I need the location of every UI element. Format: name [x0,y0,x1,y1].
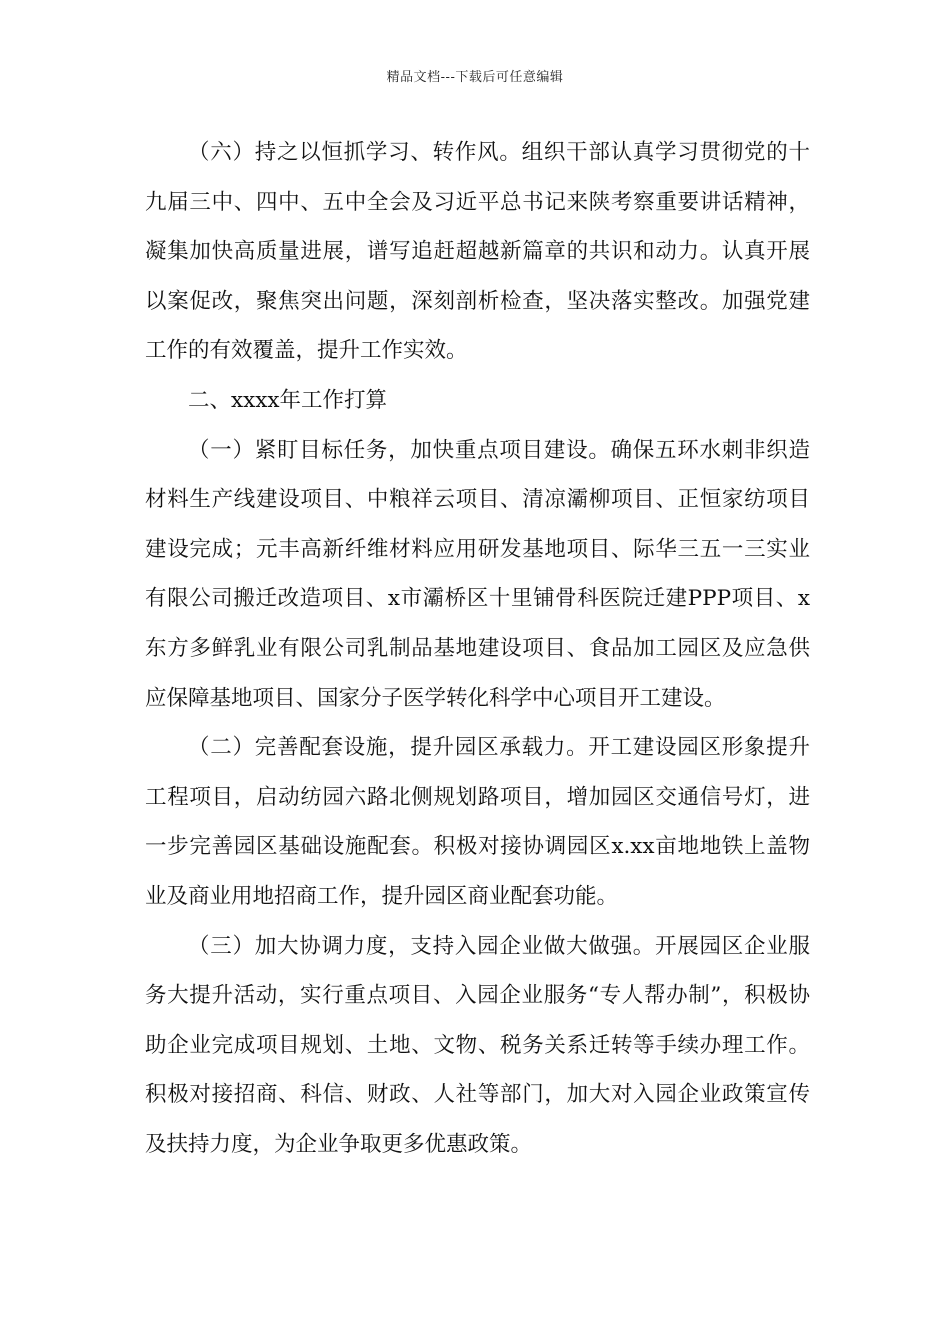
paragraph-one-key-projects: （一）紧盯目标任务，加快重点项目建设。确保五环水刺非织造材料生产线建设项目、中粮祥云项目、清凉灞柳项目、正恒家纺项目建设完成；元丰高新纤维材料应用研发基地项目、际华三五一三实业有限公司搬迁改造项目、x市灞桥区十里铺骨科医院迁建PPP项目、x东方多鲜乳业有限公司乳制品基地建设项目、食品加工园区及应急供应保障基地项目、国家分子医学转化科学中心项目开工建设。 [145,437,810,711]
paragraph-two-facilities: （二）完善配套设施，提升园区承载力。开工建设园区形象提升工程项目，启动纺园六路北侧规划路项目，增加园区交通信号灯，进一步完善园区基础设施配套。积极对接协调园区x.xx亩地地铁上盖物业及商业用地招商工作，提升园区商业配套功能。 [145,735,810,909]
paragraph-three-enterprise-support: （三）加大协调力度，支持入园企业做大做强。开展园区企业服务大提升活动，实行重点项目、入园企业服务“专人帮办制”，积极协助企业完成项目规划、土地、文物、税务关系迁转等手续办理工作。积极对接招商、科信、财政、人社等部门，加大对入园企业政策宣传及扶持力度，为企业争取更多优惠政策。 [145,933,810,1157]
document-body [145,128,810,1169]
page-header: 精品文档---下载后可任意编辑 [386,70,564,85]
paragraph-six-study: （六）持之以恒抓学习、转作风。组织干部认真学习贯彻党的十九届三中、四中、五中全会及习近平总书记来陕考察重要讲话精神，凝集加快高质量进展，谱写追赶超越新篇章的共识和动力。认真开展以案促改，聚焦突出问题，深刻剖析检查，坚决落实整改。加强党建工作的有效覆盖，提升工作实效。 [145,140,810,364]
section-heading-work-plan: 二、xxxx年工作打算 [188,387,388,413]
